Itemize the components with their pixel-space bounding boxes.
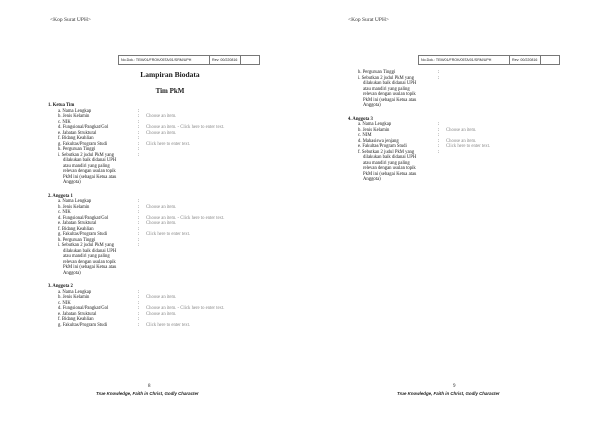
- field-label-continuation: dilakukan baik didanai UPH: [63, 158, 117, 163]
- document-number-table: [418, 55, 560, 65]
- field-label: i. Sebutkan 2 judul PkM yang: [58, 152, 114, 158]
- section-heading: 3. Anggota 2: [48, 284, 73, 289]
- doc-number: No.Dok.: TEM/01/FROK/05TA/01/SRM/UPH: [119, 56, 210, 65]
- form-row-continuation: [48, 180, 288, 186]
- field-label: f. Bidang Keahlian: [58, 136, 94, 141]
- field-label-continuation: Anggota): [63, 270, 81, 276]
- field-label: h. Perguruan Tinggi: [58, 147, 96, 152]
- colon-separator: :: [138, 210, 140, 215]
- revision-number: Rev: 00/220816: [510, 56, 541, 65]
- section-heading: 4. Anggota 3: [348, 116, 373, 122]
- field-label-continuation: dilakukan baik didanai UPH: [363, 81, 417, 86]
- field-label-continuation: relevan dengan usulan topik: [363, 92, 416, 97]
- colon-separator: :: [138, 295, 140, 300]
- field-label: d. Fungsional/Pangkat/Gol: [58, 215, 109, 221]
- colon-separator: :: [138, 215, 140, 221]
- colon-separator: :: [438, 70, 440, 75]
- field-label: a. Nama Lengkap: [58, 289, 92, 295]
- colon-separator: :: [138, 125, 140, 130]
- colon-separator: :: [138, 311, 140, 317]
- field-label-continuation: Anggota): [363, 177, 381, 182]
- field-label: b. Jenis Kelamin: [358, 127, 390, 133]
- field-label: g. Fakultas/Program Studi: [58, 141, 108, 147]
- colon-separator: :: [138, 289, 140, 295]
- field-label: d. Fungsional/Pangkat/Gol: [58, 306, 109, 311]
- field-label: f. Bidang Keahlian: [58, 317, 94, 322]
- field-value[interactable]: Choose an item. - Click here to enter text.: [146, 215, 225, 221]
- colon-separator: :: [138, 322, 140, 328]
- form-row-continuation: [348, 103, 588, 109]
- field-label-continuation: relevan dengan usulan topik: [363, 166, 416, 171]
- field-label: a. Nama Lengkap: [58, 108, 92, 114]
- field-label: h. Perguruan Tinggi: [358, 70, 396, 75]
- colon-separator: :: [138, 136, 140, 141]
- field-label-continuation: Anggota): [363, 103, 381, 108]
- field-value[interactable]: Choose an item.: [146, 311, 177, 317]
- colon-separator: :: [138, 108, 140, 114]
- colon-separator: :: [138, 114, 140, 119]
- colon-separator: :: [138, 226, 140, 232]
- field-label-continuation: atau mandiri yang paling: [363, 86, 410, 92]
- footer-motto: True Knowledge, Faith in Christ, Godly Character: [96, 391, 199, 396]
- form-row: [48, 323, 288, 329]
- page-number: 8: [148, 384, 151, 389]
- page-number: 9: [453, 384, 456, 389]
- colon-separator: :: [138, 147, 140, 152]
- field-label: c. NIK: [58, 300, 71, 306]
- field-label: f. Bidang Keahlian: [58, 226, 94, 232]
- colon-separator: :: [438, 149, 440, 155]
- field-value[interactable]: Choose an item. - Click here to enter text.: [146, 125, 225, 130]
- field-label-continuation: atau mandiri yang paling: [63, 254, 110, 259]
- colon-separator: :: [438, 138, 440, 144]
- colon-separator: :: [138, 199, 140, 204]
- field-label-continuation: dilakukan baik didanai UPH: [63, 248, 117, 254]
- colon-separator: :: [138, 300, 140, 306]
- field-label-continuation: PkM ini (sebagai Ketua atau: [63, 265, 117, 270]
- revision-number: Rev: 00/220816: [210, 56, 241, 65]
- colon-separator: :: [438, 75, 440, 81]
- field-label: c. NIK: [58, 119, 71, 125]
- field-value[interactable]: Choose an item.: [146, 130, 177, 136]
- field-label: i. Sebutkan 2 judul PkM yang: [58, 243, 114, 248]
- colon-separator: :: [138, 237, 140, 243]
- colon-separator: :: [138, 221, 140, 226]
- field-label: a. Nama Lengkap: [358, 122, 392, 127]
- field-label: d. Fungsional/Pangkat/Gol: [58, 125, 109, 130]
- field-value[interactable]: Click here to enter text.: [146, 232, 191, 237]
- field-label: d. Mahasiswa jenjang: [358, 138, 399, 144]
- section-heading: 2. Anggota 1: [48, 193, 73, 199]
- field-label-continuation: atau mandiri yang paling: [363, 160, 410, 166]
- colon-separator: :: [138, 317, 140, 322]
- field-label: i. Sebutkan 2 judul PkM yang: [358, 75, 414, 81]
- biodata-content: [348, 70, 588, 183]
- field-label: c. NIM: [358, 133, 372, 138]
- colon-separator: :: [438, 144, 440, 149]
- colon-separator: :: [438, 122, 440, 127]
- field-value[interactable]: Choose an item.: [146, 114, 177, 119]
- doc-number: No.Dok.: TEM/01/FROK/05TA/01/SRM/UPH: [419, 56, 510, 65]
- colon-separator: :: [138, 130, 140, 136]
- form-row-continuation: [348, 177, 588, 183]
- colon-separator: :: [438, 133, 440, 138]
- colon-separator: :: [138, 119, 140, 125]
- colon-separator: :: [138, 232, 140, 237]
- field-label: b. Jenis Kelamin: [58, 204, 90, 210]
- field-label-continuation: PkM ini (sebagai Ketua atau: [63, 174, 117, 180]
- blank-cell: [541, 56, 560, 65]
- field-value[interactable]: Click here to enter text.: [146, 322, 191, 328]
- field-value[interactable]: Choose an item.: [446, 138, 477, 144]
- field-value[interactable]: Choose an item.: [146, 221, 177, 226]
- field-label: f. Sebutkan 2 judul PkM yang: [358, 149, 415, 155]
- colon-separator: :: [138, 204, 140, 210]
- field-label: e. Fakultas/Program Studi: [358, 144, 407, 149]
- field-label: e. Jabatan Struktural: [58, 130, 97, 136]
- field-value[interactable]: Click here to enter text.: [446, 144, 491, 149]
- colon-separator: :: [138, 306, 140, 311]
- field-label: e. Jabatan Struktural: [58, 311, 97, 317]
- field-label: h. Perguruan Tinggi: [58, 237, 96, 243]
- field-label-continuation: PkM ini (sebagai Ketua atau: [363, 97, 417, 103]
- field-label: b. Jenis Kelamin: [58, 295, 90, 300]
- field-value[interactable]: Choose an item.: [146, 204, 177, 210]
- field-label-continuation: relevan dengan usulan topik: [63, 169, 116, 174]
- field-value[interactable]: Choose an item.: [146, 295, 177, 300]
- letterhead-placeholder: <Kop Surat UPH>: [50, 17, 92, 23]
- document-page-9: [300, 0, 600, 424]
- field-value[interactable]: Choose an item.: [446, 127, 477, 133]
- colon-separator: :: [138, 141, 140, 147]
- field-value[interactable]: Click here to enter text.: [146, 141, 191, 147]
- field-label: g. Fakultas/Program Studi: [58, 322, 108, 328]
- title-line-1: Lampiran Biodata: [140, 70, 200, 79]
- colon-separator: :: [138, 152, 140, 158]
- field-label-continuation: dilakukan baik didanai UPH: [363, 155, 417, 160]
- title-line-2: Tim PkM: [155, 87, 185, 95]
- field-value[interactable]: Choose an item. - Click here to enter text.: [146, 306, 225, 311]
- letterhead-placeholder: <Kop Surat UPH>: [348, 17, 390, 23]
- field-label-continuation: relevan dengan usulan topik: [63, 259, 116, 265]
- field-label: e. Jabatan Struktural: [58, 221, 97, 226]
- blank-cell: [241, 56, 260, 65]
- field-label-continuation: atau mandiri yang paling: [63, 163, 110, 169]
- form-row-continuation: [48, 271, 288, 277]
- field-label: c. NIK: [58, 210, 71, 215]
- field-label-continuation: PkM ini (sebagai Ketua atau: [363, 171, 417, 177]
- colon-separator: :: [438, 127, 440, 133]
- section-heading: 1. Ketua Tim: [48, 103, 75, 108]
- field-label: a. Nama Lengkap: [58, 199, 92, 204]
- biodata-content: [48, 103, 288, 328]
- colon-separator: :: [138, 243, 140, 248]
- document-number-table: [118, 55, 260, 65]
- page-title: [100, 70, 240, 95]
- field-label-continuation: Anggota): [63, 180, 81, 185]
- field-label: b. Jenis Kelamin: [58, 114, 90, 119]
- footer-motto: True Knowledge, Faith in Christ, Godly Character: [397, 391, 500, 396]
- field-label: g. Fakultas/Program Studi: [58, 232, 108, 237]
